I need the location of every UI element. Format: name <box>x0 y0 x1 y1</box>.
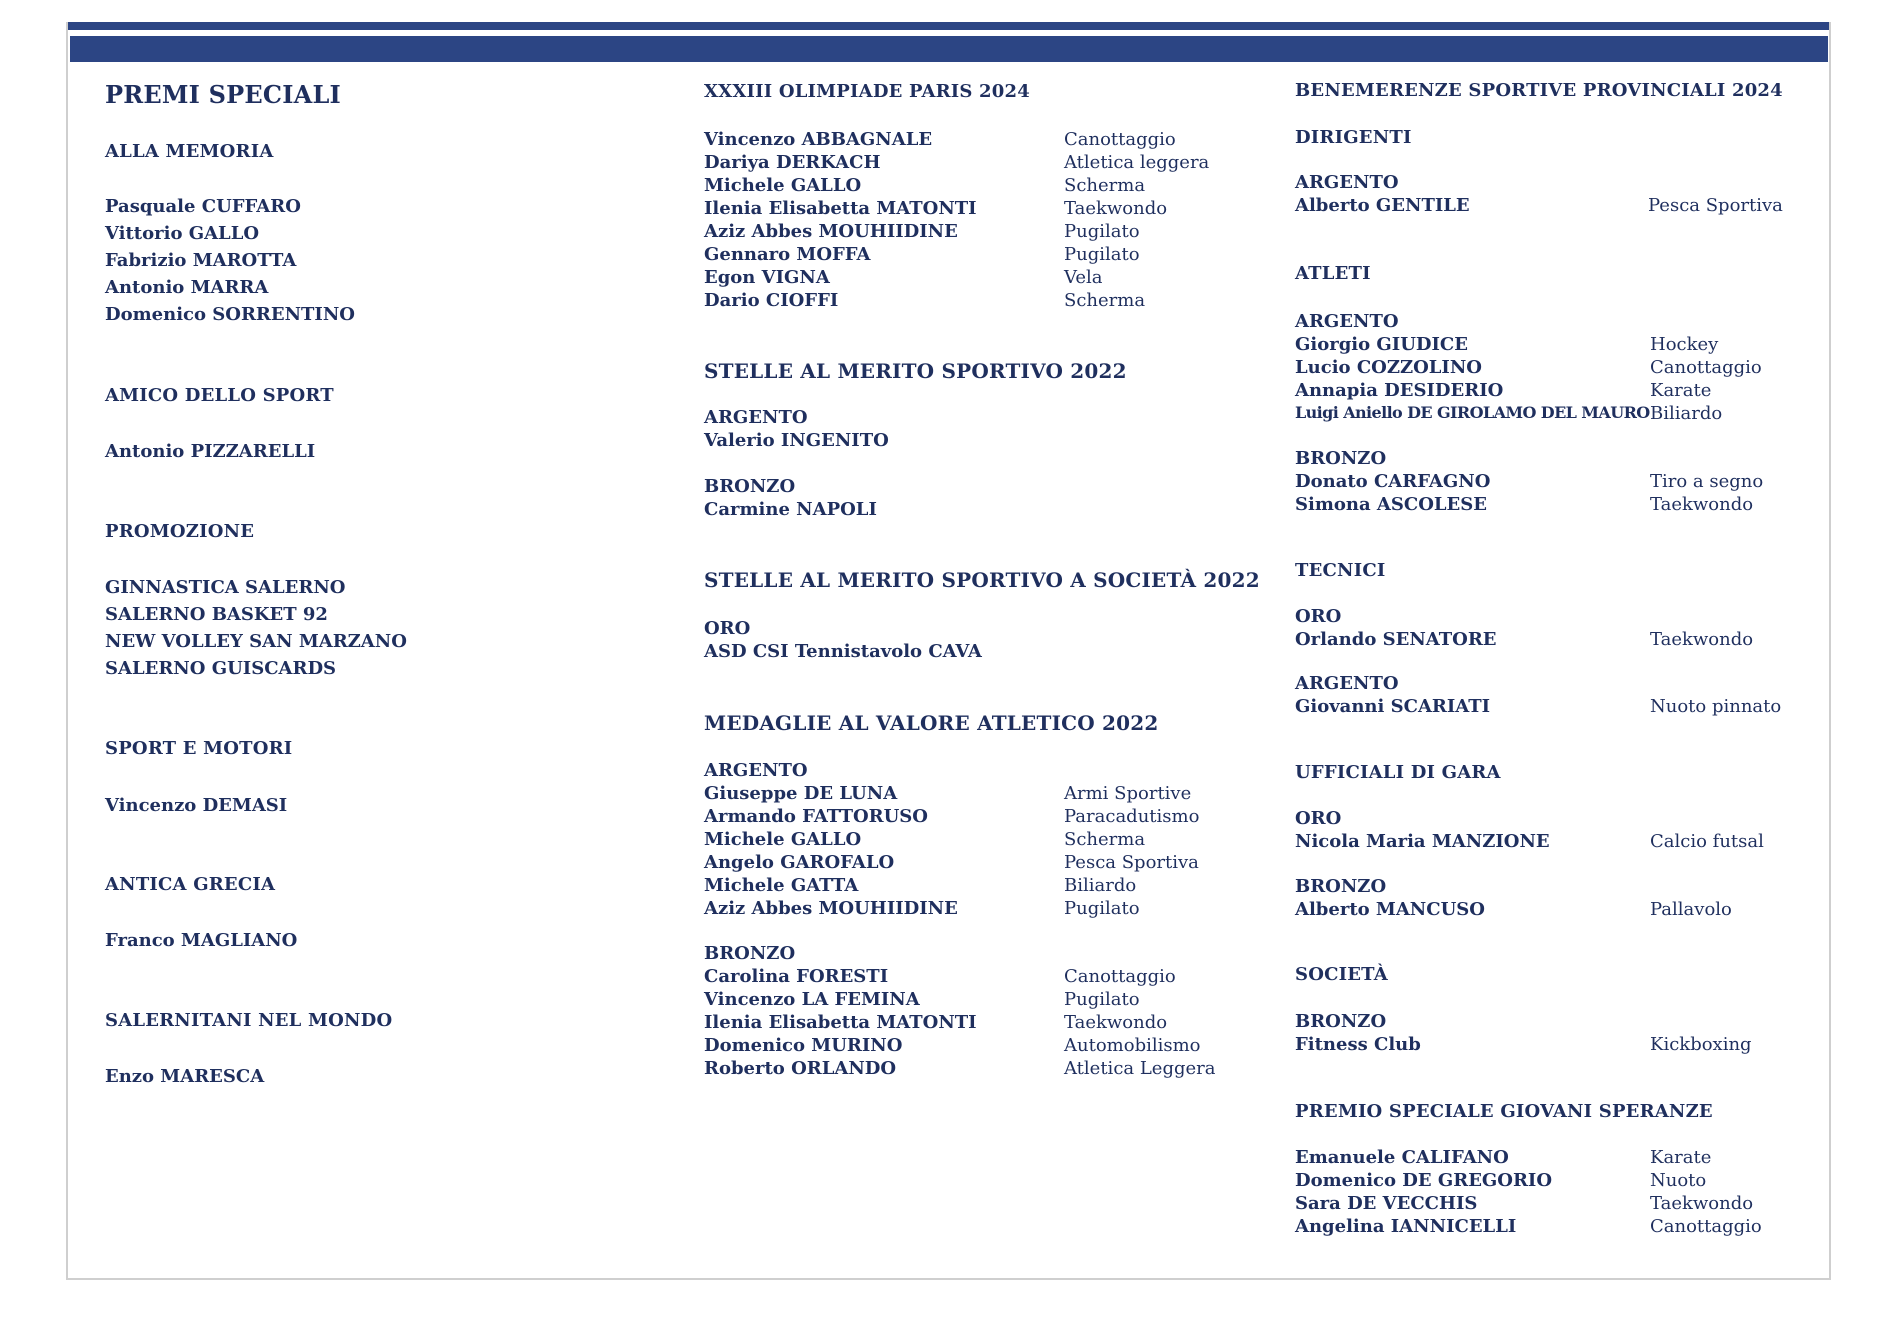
table-row-name: Michele GALLO <box>704 829 862 850</box>
section-heading: ANTICA GRECIA <box>105 874 276 895</box>
table-row-name: Aziz Abbes MOUHIIDINE <box>704 898 958 919</box>
table-row-name: Egon VIGNA <box>704 267 830 288</box>
medal-label: BRONZO <box>1295 448 1387 469</box>
table-row-name: Michele GALLO <box>704 175 862 196</box>
table-row-sport: Biliardo <box>1650 403 1723 424</box>
table-row-name: Alberto GENTILE <box>1295 195 1470 216</box>
medal-label: ORO <box>1295 606 1342 627</box>
table-row-sport: Paracadutismo <box>1064 806 1200 827</box>
medal-label: ARGENTO <box>704 407 808 428</box>
table-row-name: Nicola Maria MANZIONE <box>1295 831 1550 852</box>
table-row-sport: Canottaggio <box>1064 966 1176 987</box>
medal-label: BRONZO <box>1295 1011 1387 1032</box>
section-heading: SALERNITANI NEL MONDO <box>105 1010 393 1031</box>
table-row-name: Giorgio GIUDICE <box>1295 334 1468 355</box>
list-item: Pasquale CUFFARO <box>105 196 301 217</box>
benemerenze-title: BENEMERENZE SPORTIVE PROVINCIALI 2024 <box>1295 80 1783 101</box>
table-row-name: Lucio COZZOLINO <box>1295 357 1482 378</box>
list-item: Antonio PIZZARELLI <box>105 441 316 462</box>
table-row-name: Armando FATTORUSO <box>704 806 928 827</box>
table-row-sport: Canottaggio <box>1650 1216 1762 1237</box>
list-item: Vittorio GALLO <box>105 223 260 244</box>
premi-speciali-title: PREMI SPECIALI <box>105 80 341 109</box>
table-row-name: Giuseppe DE LUNA <box>704 783 898 804</box>
medal-label: ARGENTO <box>1295 673 1399 694</box>
table-row-sport: Pallavolo <box>1650 899 1732 920</box>
table-row-sport: Calcio futsal <box>1650 831 1764 852</box>
table-row-sport: Canottaggio <box>1650 357 1762 378</box>
section-heading: SPORT E MOTORI <box>105 738 293 759</box>
medal-label: ORO <box>1295 808 1342 829</box>
medal-label: ARGENTO <box>1295 172 1399 193</box>
table-row-name: Giovanni SCARIATI <box>1295 696 1491 717</box>
table-row-sport: Pesca Sportiva <box>1648 195 1783 216</box>
table-row-sport: Biliardo <box>1064 875 1137 896</box>
medal-label: ARGENTO <box>704 760 808 781</box>
olimpiade-heading: XXXIII OLIMPIADE PARIS 2024 <box>704 81 1030 102</box>
table-row-sport: Tiro a segno <box>1650 471 1764 492</box>
ufficiali-heading: UFFICIALI DI GARA <box>1295 762 1501 783</box>
atleti-heading: ATLETI <box>1295 263 1371 284</box>
table-row-sport: Kickboxing <box>1650 1034 1752 1055</box>
table-row-sport: Pugilato <box>1064 989 1140 1010</box>
table-row-sport: Taekwondo <box>1064 198 1168 219</box>
table-row-sport: Scherma <box>1064 175 1146 196</box>
table-row-sport: Taekwondo <box>1064 1012 1168 1033</box>
table-row-name: Alberto MANCUSO <box>1295 899 1485 920</box>
giovani-heading: PREMIO SPECIALE GIOVANI SPERANZE <box>1295 1101 1713 1122</box>
table-row-sport: Pesca Sportiva <box>1064 852 1199 873</box>
list-item: Carmine NAPOLI <box>704 499 877 520</box>
table-row-name: Dariya DERKACH <box>704 152 881 173</box>
table-row-sport: Scherma <box>1064 290 1146 311</box>
list-item: Domenico SORRENTINO <box>105 304 355 325</box>
dirigenti-heading: DIRIGENTI <box>1295 127 1412 148</box>
table-row-name: Domenico MURINO <box>704 1035 903 1056</box>
table-row-name: Aziz Abbes MOUHIIDINE <box>704 221 958 242</box>
table-row-name: Gennaro MOFFA <box>704 244 871 265</box>
list-item: SALERNO BASKET 92 <box>105 604 328 625</box>
list-item: NEW VOLLEY SAN MARZANO <box>105 631 407 652</box>
table-row-sport: Vela <box>1064 267 1103 288</box>
table-row-sport: Taekwondo <box>1650 629 1754 650</box>
table-row-sport: Automobilismo <box>1064 1035 1201 1056</box>
table-row-name: Angelo GAROFALO <box>704 852 895 873</box>
stelle-societa-heading: STELLE AL MERITO SPORTIVO A SOCIETÀ 2022 <box>704 568 1260 592</box>
list-item: GINNASTICA SALERNO <box>105 577 346 598</box>
medal-label: BRONZO <box>704 943 796 964</box>
table-row-sport: Karate <box>1650 380 1712 401</box>
list-item: Fabrizio MAROTTA <box>105 250 297 271</box>
table-row-sport: Karate <box>1650 1147 1712 1168</box>
table-row-sport: Pugilato <box>1064 221 1140 242</box>
table-row-sport: Scherma <box>1064 829 1146 850</box>
list-item: Valerio INGENITO <box>704 430 889 451</box>
table-row-sport: Canottaggio <box>1064 129 1176 150</box>
table-row-sport: Nuoto <box>1650 1170 1707 1191</box>
table-row-sport: Armi Sportive <box>1064 783 1192 804</box>
medal-label: ORO <box>704 618 751 639</box>
table-row-name: Emanuele CALIFANO <box>1295 1147 1509 1168</box>
table-row-sport: Nuoto pinnato <box>1650 696 1782 717</box>
section-heading: PROMOZIONE <box>105 521 255 542</box>
table-row-name: Carolina FORESTI <box>704 966 889 987</box>
table-row-sport: Pugilato <box>1064 244 1140 265</box>
list-item: Enzo MARESCA <box>105 1066 265 1087</box>
table-row-name: Ilenia Elisabetta MATONTI <box>704 1012 977 1033</box>
list-item: Antonio MARRA <box>105 277 269 298</box>
stelle-heading: STELLE AL MERITO SPORTIVO 2022 <box>704 359 1127 383</box>
table-row-name: Annapia DESIDERIO <box>1295 380 1504 401</box>
table-row-name: Vincenzo LA FEMINA <box>704 989 920 1010</box>
list-item: ASD CSI Tennistavolo CAVA <box>704 641 982 662</box>
list-item: Franco MAGLIANO <box>105 930 298 951</box>
table-row-name: Orlando SENATORE <box>1295 629 1497 650</box>
section-heading: ALLA MEMORIA <box>105 141 274 162</box>
table-row-name: Ilenia Elisabetta MATONTI <box>704 198 977 219</box>
medaglie-heading: MEDAGLIE AL VALORE ATLETICO 2022 <box>704 711 1159 735</box>
table-row-name: Donato CARFAGNO <box>1295 471 1491 492</box>
table-row-sport: Atletica Leggera <box>1064 1058 1216 1079</box>
table-row-sport: Hockey <box>1650 334 1719 355</box>
table-row-name: Luigi Aniello DE GIROLAMO DEL MAURO <box>1295 403 1650 422</box>
table-row-sport: Atletica leggera <box>1064 152 1210 173</box>
table-row-sport: Pugilato <box>1064 898 1140 919</box>
medal-label: BRONZO <box>704 476 796 497</box>
medal-label: ARGENTO <box>1295 311 1399 332</box>
table-row-name: Sara DE VECCHIS <box>1295 1193 1478 1214</box>
table-row-name: Dario CIOFFI <box>704 290 839 311</box>
section-heading: AMICO DELLO SPORT <box>105 385 334 406</box>
societa-heading: SOCIETÀ <box>1295 964 1388 985</box>
table-row-sport: Taekwondo <box>1650 494 1754 515</box>
list-item: Vincenzo DEMASI <box>105 795 288 816</box>
table-row-name: Michele GATTA <box>704 875 859 896</box>
table-row-name: Domenico DE GREGORIO <box>1295 1170 1553 1191</box>
table-row-name: Roberto ORLANDO <box>704 1058 897 1079</box>
tecnici-heading: TECNICI <box>1295 560 1386 581</box>
list-item: SALERNO GUISCARDS <box>105 658 337 679</box>
table-row-name: Fitness Club <box>1295 1034 1421 1055</box>
table-row-name: Angelina IANNICELLI <box>1295 1216 1517 1237</box>
medal-label: BRONZO <box>1295 876 1387 897</box>
table-row-sport: Taekwondo <box>1650 1193 1754 1214</box>
table-row-name: Vincenzo ABBAGNALE <box>704 129 933 150</box>
table-row-name: Simona ASCOLESE <box>1295 494 1487 515</box>
